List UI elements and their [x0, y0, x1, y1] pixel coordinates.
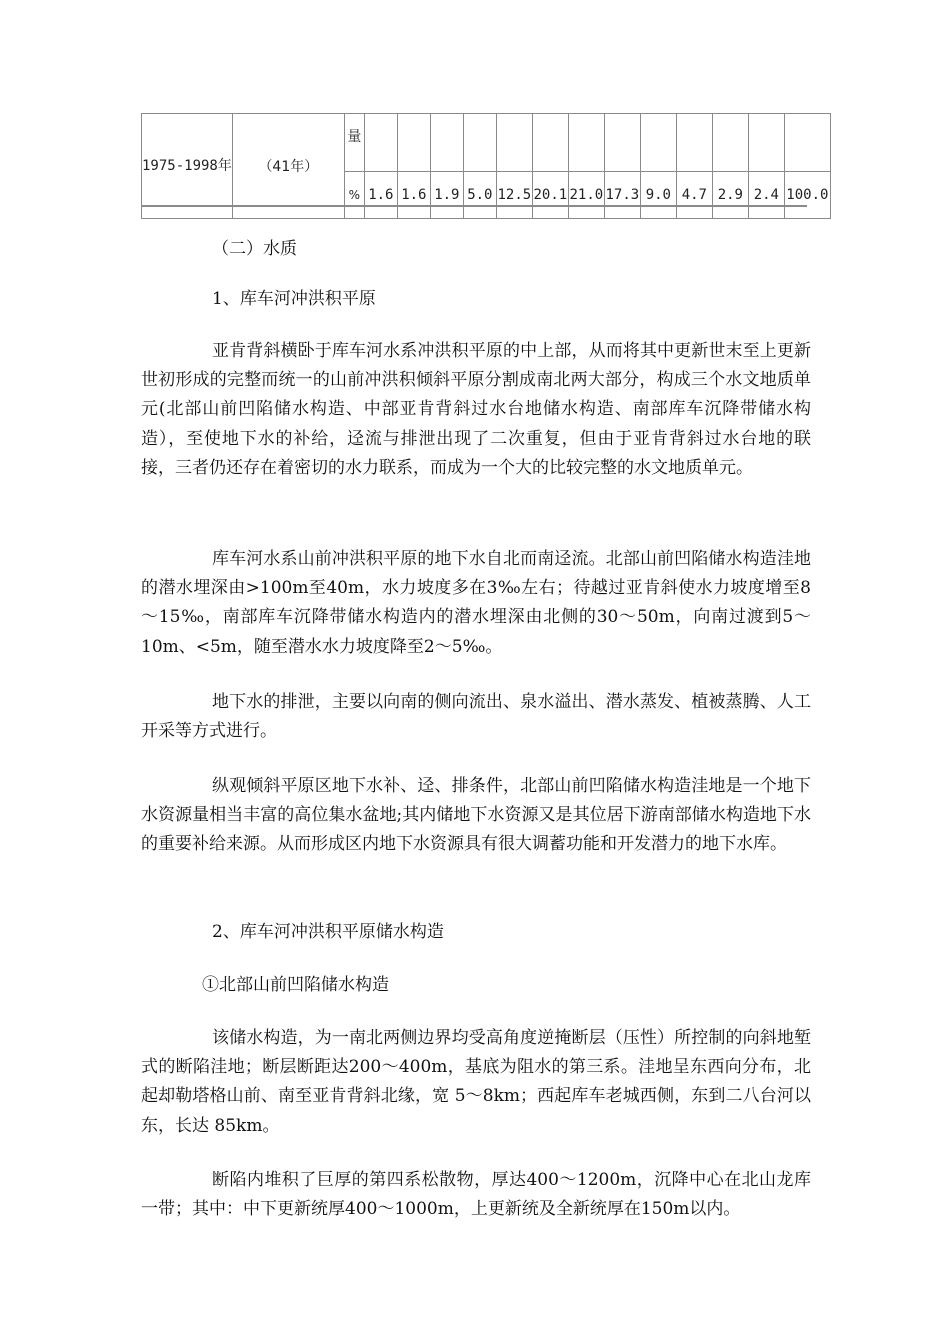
percent-cell: 2.9: [712, 172, 748, 219]
percent-cell: 20.1: [532, 172, 568, 219]
table-cell: [748, 114, 784, 172]
percent-cell: 17.3: [604, 172, 640, 219]
period-cell: 1975-1998年: [142, 114, 233, 219]
percent-cell: 5.0: [463, 172, 496, 219]
table-cell: [568, 114, 604, 172]
percent-cell: 9.0: [640, 172, 676, 219]
paragraph: 纵观倾斜平原区地下水补、迳、排条件，北部山前凹陷储水构造洼地是一个地下水资源量相当丰富的高位集水盆地;其内储地下水资源又是其位居下游南部储水构造地下水的重要补给来源。从而形成区内地下水资源具有很大调蓄功能和开发潜力的地下水库。: [141, 776, 811, 855]
paragraph: 库车河水系山前冲洪积平原的地下水自北而南迳流。北部山前凹陷储水构造洼地的潜水埋深由>100m至40m，水力坡度多在3‰左右；待越过亚肯斜使水力坡度增至8～15‰，南部库车沉降带储水构造内的潜水埋深由北侧的30～50m，向南过渡到5～10m、<5m，随至潜水水力坡度降至2～5‰。: [141, 549, 812, 657]
table-bottom-rule: [141, 205, 807, 207]
row-label-percent: %: [344, 172, 364, 219]
paragraph: 亚肯背斜横卧于库车河水系冲洪积平原的中上部，从而将其中更新世末至上更新世初形成的完整而统一的山前冲洪积倾斜平原分割成南北两大部分，构成三个水文地质单元(北部山前凹陷储水构造、中部亚肯背斜过水台地储水构造、南部库车沉降带储水构造），至使地下水的补给，迳流与排泄出现了二次重复，但由于亚肯背斜过水台地的联接，三者仍还存在着密切的水力联系，而成为一个大的比较完整的水文地质单元。: [141, 341, 811, 478]
percent-cell: 2.4: [748, 172, 784, 219]
percent-cell: 1.9: [430, 172, 463, 219]
percent-total-cell: 100.0: [784, 172, 830, 219]
table-cell: [712, 114, 748, 172]
row-label-amount: 量: [344, 114, 364, 172]
paragraph: 断陷内堆积了巨厚的第四系松散物，厚达400～1200m，沉降中心在北山龙库一带；其中：中下更新统厚400～1000m，上更新统及全新统厚在150m以内。: [141, 1170, 811, 1220]
subsection-heading: 1、库车河冲洪积平原: [212, 289, 376, 309]
table-row: [142, 114, 831, 172]
percent-cell: 1.6: [397, 172, 430, 219]
paragraph: 该储水构造，为一南北两侧边界均受高角度逆掩断层（压性）所控制的向斜地堑式的断陷洼地；断层断距达200～400m，基底为阻水的第三系。洼地呈东西向分布，北起却勒塔格山前、南至亚肯背斜北缘，宽 5～8km；西起库车老城西侧，东到二八台河以东，长达 85km。: [141, 1028, 811, 1136]
sub-subsection-heading: ①北部山前凹陷储水构造: [202, 975, 389, 995]
table-cell: [532, 114, 568, 172]
percent-cell: 12.5: [496, 172, 532, 219]
table-cell: [364, 114, 397, 172]
distribution-table: [141, 113, 831, 219]
years-cell: （41年）: [232, 114, 344, 219]
table-cell: [430, 114, 463, 172]
percent-cell: 4.7: [676, 172, 712, 219]
subsection-heading: 2、库车河冲洪积平原储水构造: [212, 922, 444, 942]
percent-cell: 21.0: [568, 172, 604, 219]
percent-cell: 1.6: [364, 172, 397, 219]
table-cell: [676, 114, 712, 172]
table-cell: [784, 114, 830, 172]
table-cell: [463, 114, 496, 172]
table-cell: [640, 114, 676, 172]
paragraph: 地下水的排泄，主要以向南的侧向流出、泉水溢出、潜水蒸发、植被蒸腾、人工开采等方式进行。: [141, 692, 811, 742]
section-title: （二）水质: [212, 239, 297, 259]
table-cell: [397, 114, 430, 172]
table-cell: [496, 114, 532, 172]
table-cell: [604, 114, 640, 172]
